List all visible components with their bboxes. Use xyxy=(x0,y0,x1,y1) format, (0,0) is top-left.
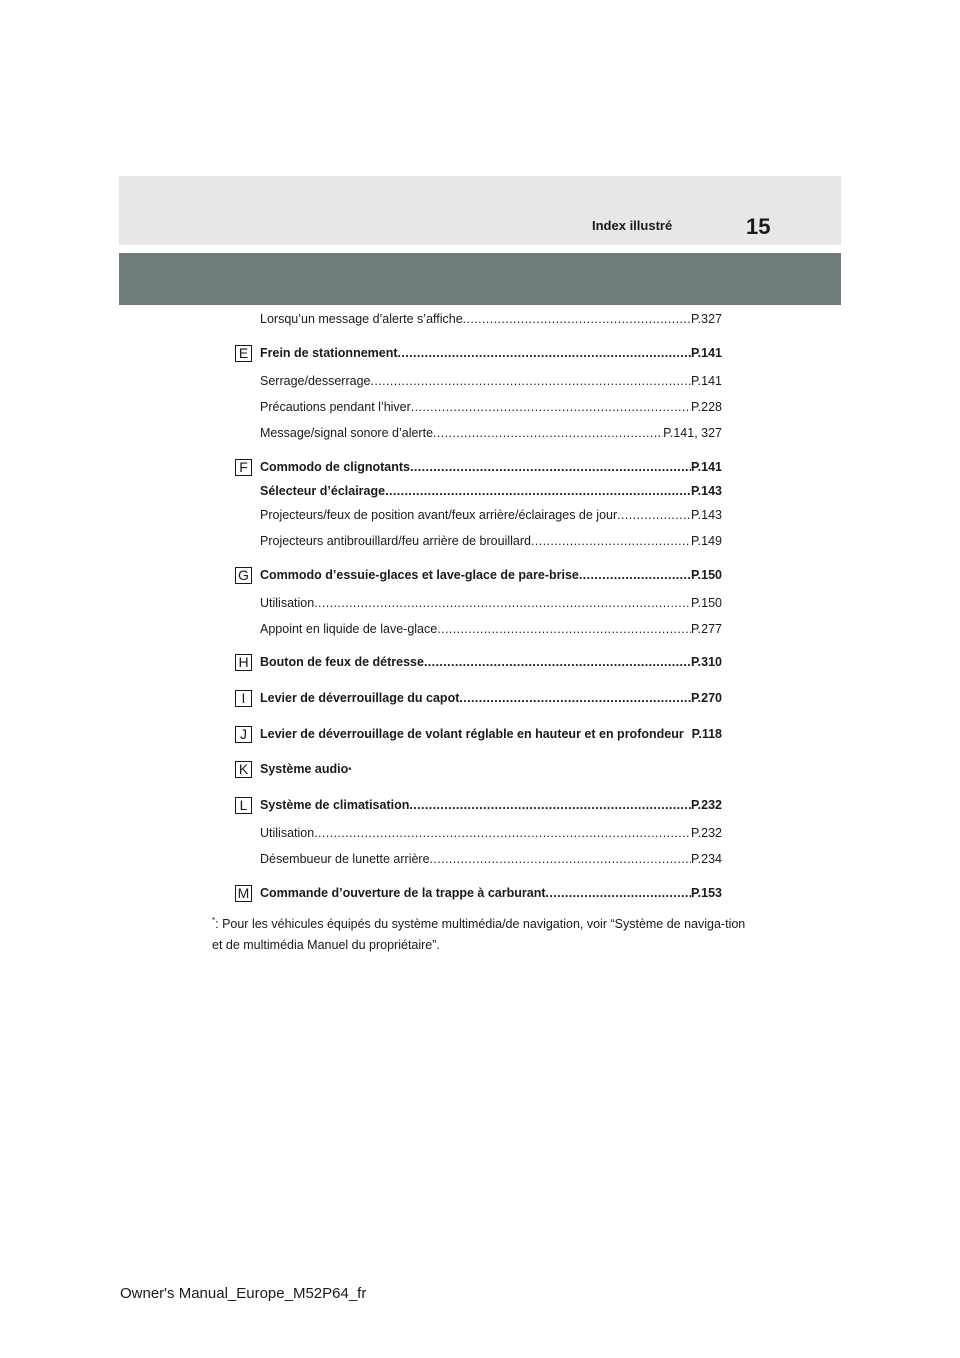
entry-label: Levier de déverrouillage du capot xyxy=(260,691,460,705)
entry-page-ref: P.150 xyxy=(690,596,722,610)
entry-page-ref: P.232 xyxy=(690,826,722,840)
index-letter-box: F xyxy=(235,459,252,476)
entry-page-ref: P.150 xyxy=(690,568,722,582)
entry-label: Système audio xyxy=(260,762,349,776)
dot-leader xyxy=(617,508,691,522)
entry-page-ref: P.327 xyxy=(690,312,722,326)
index-entry xyxy=(260,508,722,524)
section-title: Index illustré xyxy=(592,218,673,233)
dot-leader xyxy=(459,691,691,705)
dot-leader xyxy=(579,568,691,582)
entry-label: Lorsqu’un message d’alerte s’affiche xyxy=(260,312,463,326)
footnote xyxy=(212,910,752,956)
index-letter-box: M xyxy=(235,885,252,902)
dot-leader xyxy=(546,886,691,900)
chapter-band xyxy=(119,253,841,305)
header-band xyxy=(119,176,841,245)
dot-leader xyxy=(463,312,691,326)
entry-label: Commande d’ouverture de la trappe à carburant xyxy=(260,886,546,900)
index-entry xyxy=(260,691,722,707)
footer-manual-id: Owner's Manual_Europe_M52P64_fr xyxy=(120,1285,367,1302)
index-letter-box: L xyxy=(235,797,252,814)
index-entry xyxy=(260,400,722,416)
index-entry xyxy=(260,346,722,362)
entry-page-ref: P.118 xyxy=(691,727,722,741)
footnote-mark: * xyxy=(212,916,216,925)
index-entry xyxy=(260,727,722,743)
entry-label: Projecteurs/feux de position avant/feux arrière/éclairages de jour xyxy=(260,508,618,522)
entry-page-ref: P.310 xyxy=(690,655,722,669)
entry-label: Système de climatisation xyxy=(260,798,410,812)
index-entry xyxy=(260,534,722,550)
index-entry xyxy=(260,312,722,328)
dot-leader xyxy=(411,400,691,414)
index-entry xyxy=(260,852,722,868)
index-entry xyxy=(260,596,722,612)
index-letter-box: E xyxy=(235,345,252,362)
index-entry xyxy=(260,655,722,671)
index-entry xyxy=(260,826,722,842)
dot-leader xyxy=(370,374,690,388)
entry-label: Appoint en liquide de lave-glace xyxy=(260,622,438,636)
index-entry xyxy=(260,568,722,584)
entry-label: Utilisation xyxy=(260,826,315,840)
dot-leader xyxy=(410,460,691,474)
entry-page-ref: P.143 xyxy=(690,508,722,522)
index-letter-box: J xyxy=(235,726,252,743)
entry-label: Précautions pendant l’hiver xyxy=(260,400,411,414)
entry-page-ref: P.234 xyxy=(690,852,722,866)
index-entry xyxy=(260,460,722,476)
entry-label: Utilisation xyxy=(260,596,315,610)
entry-page-ref: P.141 xyxy=(690,374,722,388)
dot-leader xyxy=(398,346,691,360)
entry-label: Commodo de clignotants xyxy=(260,460,410,474)
index-letter-box: K xyxy=(235,761,252,778)
entry-page-ref: P.228 xyxy=(690,400,722,414)
footnote-text: : Pour les véhicules équipés du système multimédia/de navigation, voir “Système de naviga-tion et de multimédia Manuel du propriétaire”. xyxy=(212,917,746,953)
index-entry xyxy=(260,798,722,814)
entry-label: Commodo d’essuie-glaces et lave-glace de pare-brise xyxy=(260,568,579,582)
entry-label: Frein de stationnement xyxy=(260,346,398,360)
entry-page-ref: P.141 xyxy=(690,346,722,360)
entry-page-ref: P.143 xyxy=(690,484,722,498)
page-number: 15 xyxy=(746,214,771,239)
index-letter-box: G xyxy=(235,567,252,584)
dot-leader xyxy=(314,596,691,610)
entry-label: Serrage/desserrage xyxy=(260,374,371,388)
dot-leader xyxy=(433,426,663,440)
entry-label: Levier de déverrouillage de volant réglable en hauteur et en profondeur xyxy=(260,727,684,741)
index-entry xyxy=(260,374,722,390)
entry-page-ref: P.141 xyxy=(690,460,722,474)
entry-page-ref: P.149 xyxy=(690,534,722,548)
entry-label: Message/signal sonore d’alerte xyxy=(260,426,434,440)
index-entry: Système audio * xyxy=(260,762,352,776)
entry-page-ref: P.141, 327 xyxy=(663,426,722,440)
dot-leader xyxy=(314,826,691,840)
entry-page-ref: P.270 xyxy=(690,691,722,705)
dot-leader xyxy=(424,655,691,669)
entry-label: Sélecteur d’éclairage xyxy=(260,484,386,498)
entry-label: Projecteurs antibrouillard/feu arrière de brouillard xyxy=(260,534,531,548)
dot-leader xyxy=(437,622,691,636)
dot-leader xyxy=(385,484,691,498)
index-entry xyxy=(260,426,722,442)
index-entry xyxy=(260,622,722,638)
index-entry xyxy=(260,484,722,500)
dot-leader xyxy=(409,798,691,812)
entry-page-ref: P.277 xyxy=(690,622,722,636)
entry-page-ref: P.153 xyxy=(690,886,722,900)
index-entry xyxy=(260,886,722,902)
entry-page-ref: P.232 xyxy=(690,798,722,812)
dot-leader xyxy=(430,852,691,866)
entry-label: Désembueur de lunette arrière xyxy=(260,852,430,866)
dot-leader xyxy=(531,534,691,548)
entry-label: Bouton de feux de détresse xyxy=(260,655,424,669)
index-letter-box: I xyxy=(235,690,252,707)
index-letter-box: H xyxy=(235,654,252,671)
